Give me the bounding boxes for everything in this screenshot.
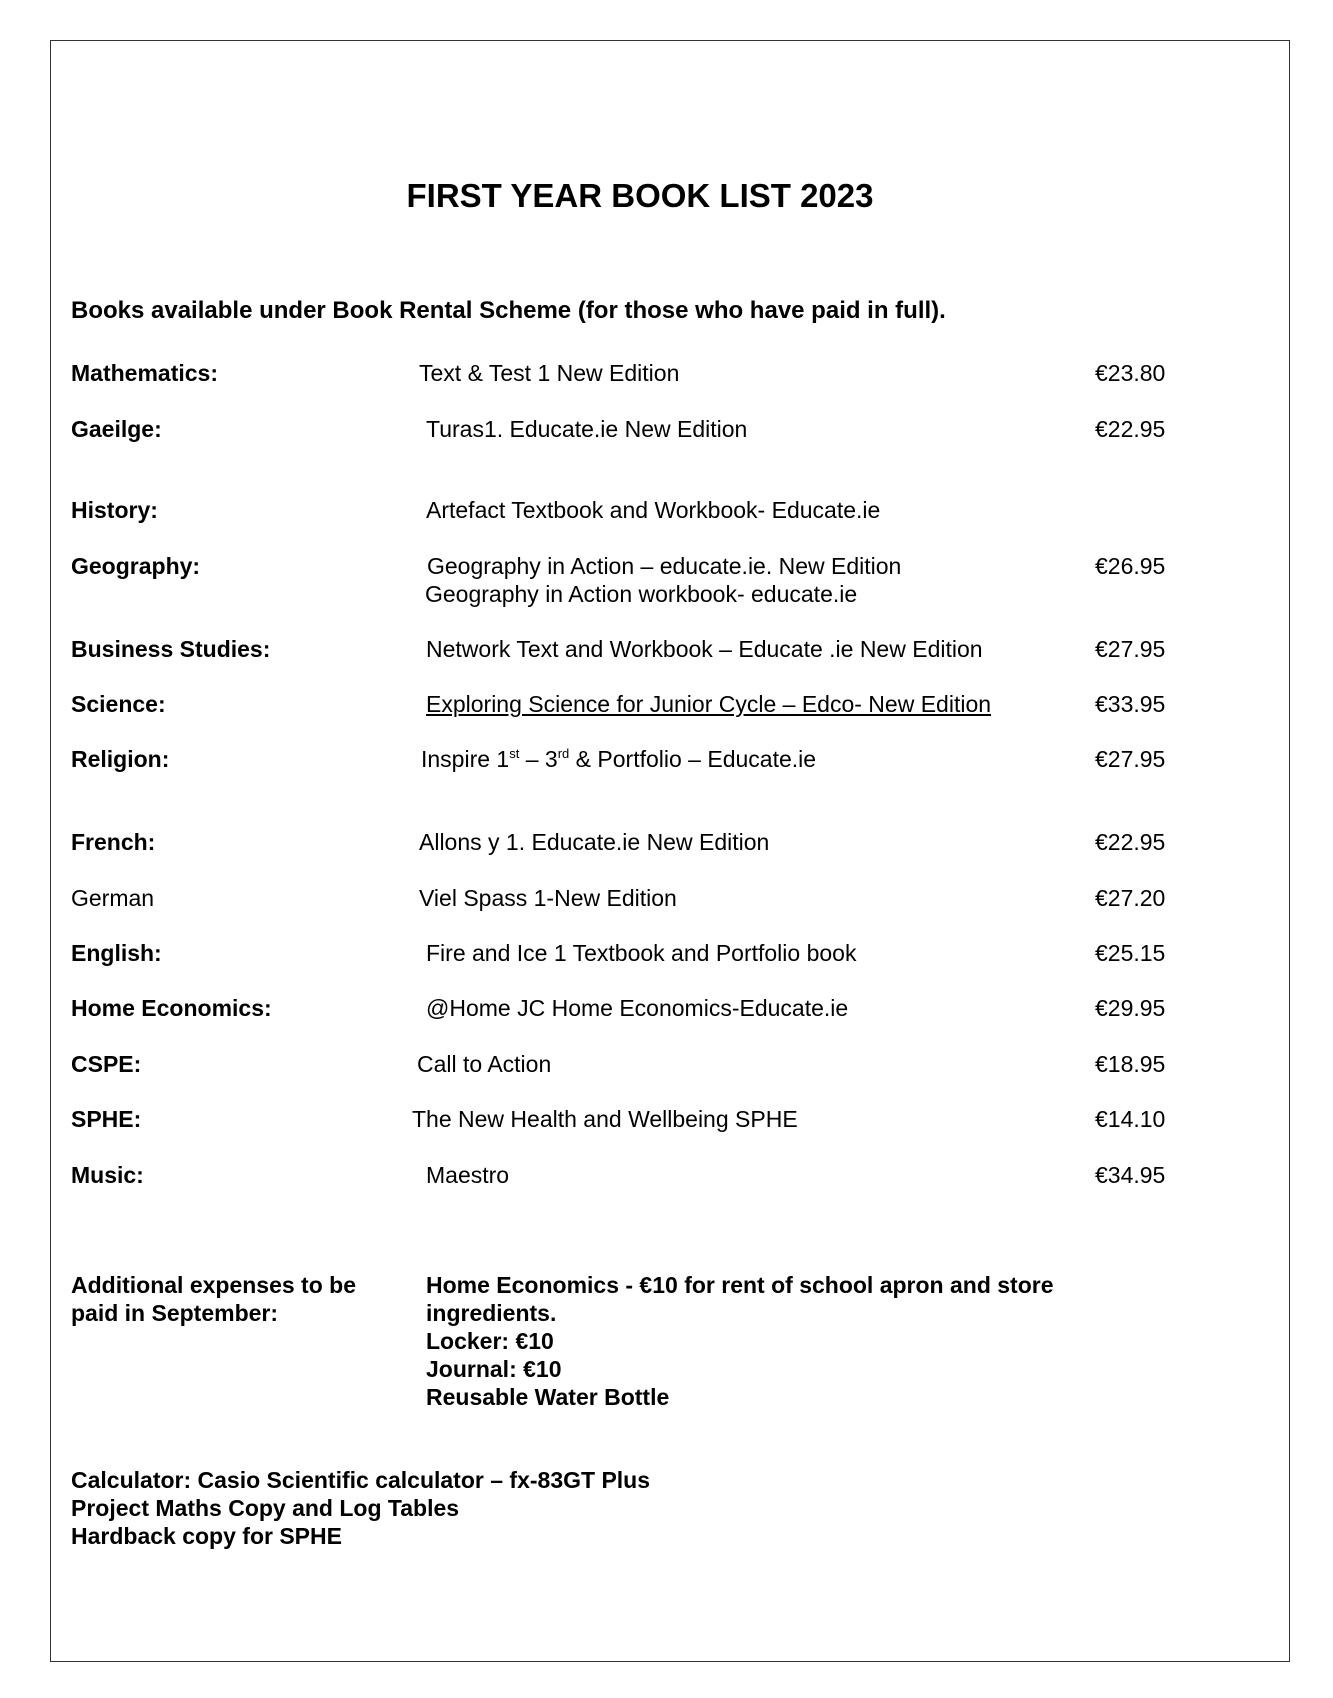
subject-label: Geography: <box>71 553 201 579</box>
book-price: €33.95 <box>1095 691 1166 717</box>
book-title: Turas1. Educate.ie New Edition <box>426 416 748 442</box>
book-price: €23.80 <box>1095 360 1166 386</box>
book-title: Artefact Textbook and Workbook- Educate.ie <box>426 497 881 523</box>
subject-label: Business Studies: <box>71 636 271 662</box>
book-price: €29.95 <box>1095 995 1166 1021</box>
book-price: €27.95 <box>1095 636 1166 662</box>
book-price: €22.95 <box>1095 416 1166 442</box>
book-title: Fire and Ice 1 Textbook and Portfolio book <box>426 940 857 966</box>
subject-label: Science: <box>71 691 166 717</box>
book-price: €34.95 <box>1095 1162 1166 1188</box>
list-item: Locker: €10 <box>426 1328 554 1354</box>
list-item: Calculator: Casio Scientific calculator – fx-83GT Plus <box>71 1467 651 1493</box>
book-price: €22.95 <box>1095 829 1166 855</box>
subject-label: French: <box>71 829 156 855</box>
list-item: Reusable Water Bottle <box>426 1384 670 1410</box>
book-title: Call to Action <box>417 1051 552 1077</box>
subject-label: Gaeilge: <box>71 416 162 442</box>
subject-label: English: <box>71 940 162 966</box>
list-item: Hardback copy for SPHE <box>71 1523 342 1549</box>
book-title: The New Health and Wellbeing SPHE <box>412 1106 798 1132</box>
footer-requirements <box>71 1466 650 1550</box>
book-title: @Home JC Home Economics-Educate.ie <box>426 995 849 1021</box>
list-item: Project Maths Copy and Log Tables <box>71 1495 460 1521</box>
book-title: Text & Test 1 New Edition <box>419 360 680 386</box>
book-title: Viel Spass 1-New Edition <box>419 885 677 911</box>
book-price: €14.10 <box>1095 1106 1166 1132</box>
book-price: €25.15 <box>1095 940 1166 966</box>
page-title: FIRST YEAR BOOK LIST 2023 <box>406 177 874 214</box>
book-title: Inspire 1st – 3rd & Portfolio – Educate.ie <box>421 746 817 772</box>
subject-label: Music: <box>71 1162 144 1188</box>
subject-label: German <box>71 885 155 911</box>
book-price: €18.95 <box>1095 1051 1166 1077</box>
intro-text: Books available under Book Rental Scheme (for those who have paid in full). <box>71 297 946 324</box>
subject-label: History: <box>71 497 158 523</box>
additional-expenses-list <box>426 1271 1054 1411</box>
list-item: ingredients. <box>426 1300 557 1326</box>
book-price: €26.95 <box>1095 553 1166 579</box>
book-price: €27.95 <box>1095 746 1166 772</box>
book-title: Geography in Action – educate.ie. New Edition <box>427 553 902 579</box>
subject-label: Home Economics: <box>71 995 272 1021</box>
subject-label: SPHE: <box>71 1106 142 1132</box>
book-title: Maestro <box>426 1162 510 1188</box>
additional-expenses-label: Additional expenses to be paid in September: <box>71 1272 356 1326</box>
book-title-secondary: Geography in Action workbook- educate.ie <box>425 581 858 607</box>
subject-label: Religion: <box>71 746 170 772</box>
list-item: Home Economics - €10 for rent of school apron and store <box>426 1272 1054 1298</box>
book-title: Allons y 1. Educate.ie New Edition <box>419 829 770 855</box>
list-item: Journal: €10 <box>426 1356 562 1382</box>
book-price: €27.20 <box>1095 885 1166 911</box>
book-title: Network Text and Workbook – Educate .ie New Edition <box>426 636 983 662</box>
book-title: Exploring Science for Junior Cycle – Edco- New Edition <box>426 691 992 717</box>
subject-label: CSPE: <box>71 1051 142 1077</box>
subject-label: Mathematics: <box>71 360 218 386</box>
